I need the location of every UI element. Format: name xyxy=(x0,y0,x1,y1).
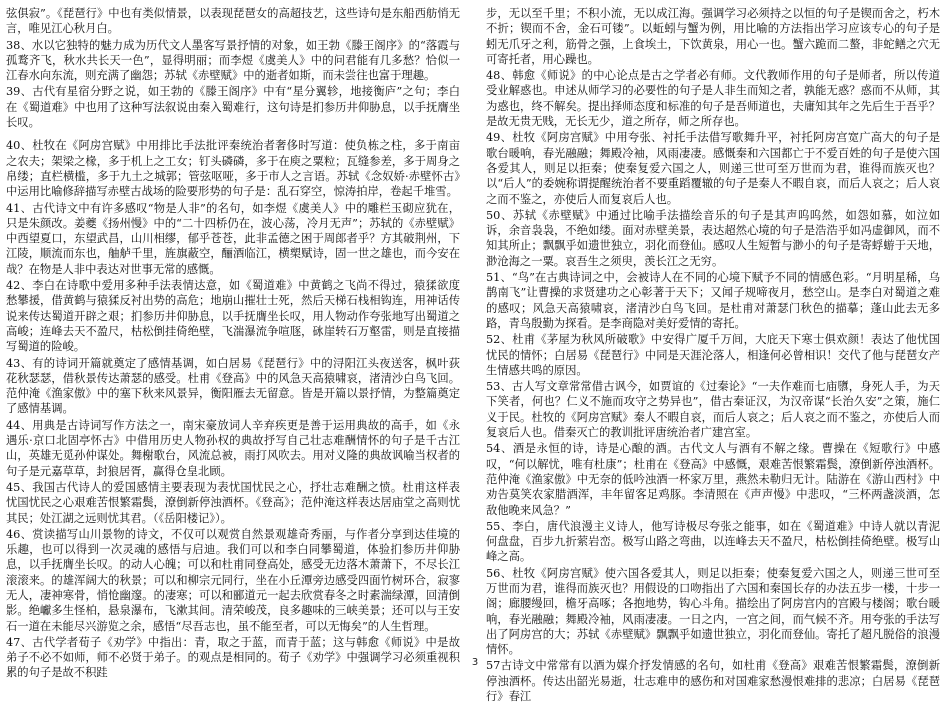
left-paragraph: 43、有的诗词开篇就奠定了感情基调，如白居易《琵琶行》中的浔阳江头夜送客，枫叶荻花秋瑟瑟，借秋景传达萧瑟的感受。杜甫《登高》中的风急天高猿啸哀，渚清沙白鸟飞回。范仲淹《渔家傲》中的塞下秋来风景异，衡阳雁去无留意。皆是开篇以景抒情，为整篇奠定了感情基调。 xyxy=(6,356,460,416)
right-paragraph: 56、杜牧《阿房宫赋》使六国各爱其人，则足以拒秦；使秦复爱六国之人，则递三世可至万世而为君，谁得而族灭也？用假设的口吻指出了六国和秦国长存的办法五步一楼，十步一阁；廊腰缦回，檐牙高啄；各抱地势，钩心斗角。描绘出了阿房宫内的宫殿与楼阁；歌台暖响，春光融融；舞殿冷袖，风雨凄凄。一日之内，一宫之间，而气候不齐。用夸张的手法写出了阿房宫的大；苏轼《赤壁赋》飘飘乎如遗世独立，羽化而登仙。寄托了超凡脱俗的浪漫情怀。 xyxy=(486,566,940,657)
left-paragraph: 47、古代学者荀子《劝学》中指出：青，取之于蓝，而青于蓝；这与韩愈《师说》中是故弟子不必不如师，师不必贤于弟子。的观点是相同的。荀子《劝学》中强调学习必须重视积累的句子是故不积跬 xyxy=(6,635,460,680)
right-paragraph: 步，无以至千里；不积小流，无以成江海。强调学习必须持之以恒的句子是锲而舍之，朽木不折；锲而不舍，金石可镂”。以蚯蚓与蟹为例，用比喻的方法指出学习应该专心的句子是蚓无爪牙之利，筋骨之强，上食埃土，下饮黄泉，用心一也。蟹六跪而二螯，非蛇鳝之穴无可寄托者，用心躁也。 xyxy=(486,7,940,66)
right-paragraph: 48、韩愈《师说》的中心论点是古之学者必有师。文代教师作用的句子是师者，所以传道受业解惑也。申述从师学习的必要性的句子是人非生而知之者，孰能无惑？惑而不从师，其为惑也，终不解矣。提出择师态度和标准的句子是吾师道也，夫庸知其年之先后生于吾乎？是故无贵无贱，无长无少，道之所存，师之所存也。 xyxy=(486,69,940,129)
left-paragraph: 弦俱寂”。《琵琶行》中也有类似情景，以表现琵琶女的高超技艺，这些诗句是东船西舫悄无言，唯见江心秋月白。 xyxy=(6,7,460,36)
right-paragraph: 53、古人写文章常常借古讽今，如贾谊的《过秦论》“一夫作难而七庙隳，身死人手，为天下笑者，何也？仁义不施而攻守之势异也”，借古秦证汉，为汉帝谋“长治久安”之策，施仁义于民。杜牧的《阿房宫赋》秦人不暇自哀，而后人哀之；后人哀之而不鉴之，亦使后人而复哀后人也。借秦灭亡的教训批评唐统治者广建宫室。 xyxy=(486,380,940,440)
left-paragraph: 40、杜牧在《阿房宫赋》中用排比手法批评秦统治者奢侈时写道：使负栋之柱，多于南亩之农夫；架梁之椽，多于机上之工女；钉头磷磷，多于在庾之粟粒；瓦缝参差，多于周身之帛缕；直栏横槛，多于九土之城郭；管弦呕哑，多于市人之言语。苏轼《念奴娇·赤壁怀古》中运用比喻修辞描写赤壁古战场的险要形势的句子是：乱石穿空，惊涛拍岸，卷起千堆雪。 xyxy=(6,139,460,199)
right-paragraph: 51、“鸟”在古典诗词之中，会被诗人在不同的心境下赋予不同的情感色彩。“月明星稀，乌鹊南飞”让曹操的求贤建功之心彰著于天下；又闻子规啼夜月，愁空山。是李白对蜀道之难的感叹；风急天高猿啸哀，渚清沙白鸟飞回。是杜甫对萧瑟门秋色的描摹；蓬山此去无多路，青鸟殷勤为探看。是李商隐对美好爱情的寄托。 xyxy=(486,271,940,330)
right-paragraph: 50、苏轼《赤壁赋》中通过比喻手法描绘音乐的句子是其声呜呜然，如怨如慕，如泣如诉，余音袅袅，不绝如缕。面对赤壁美景，表达超然心境的句子是浩浩乎如冯虚御风，而不知其所止；飘飘乎如遗世独立，羽化而登仙。感叹人生短暂与渺小的句子是寄蜉蝣于天地，渺沧海之一粟。哀吾生之须臾，羡长江之无穷。 xyxy=(486,208,940,268)
left-paragraph: 46、赏读描写山川景物的诗文，不仅可以观赏自然景观雄奇秀丽，与作者分享到达佳境的乐趣，也可以得到一次灵魂的感悟与启迪。我们可以和李白同攀蜀道，体验扪参历井仰胁息，以手抚膺坐长叹。的动人心魄；可以和杜甫同登高处，感受无边落木萧萧下，不尽长江滚滚来。的雄浑阔大的秋景；可以和柳宗元同行，坐在小丘潭旁边感受四面竹树环合，寂寥无人，凄神寒骨，悄怆幽邃。的凄寒；可以和郦道元一起去欣赏春冬之时素湍绿潭，回清倒影。绝巘多生怪柏，悬泉瀑布，飞漱其间。清荣峻茂，良多趣味的三峡美景；还可以与王安石一道在未能尽兴游览之余，感悟“尽吾志也，虽不能至者，可以无悔矣”的人生哲理。 xyxy=(6,527,460,633)
page-number: 3 xyxy=(471,657,479,668)
right-paragraph: 49、杜牧《阿房宫赋》中用夸张、衬托手法借写歌舞升平，衬托阿房宫宽广高大的句子是歌台暖响，春光融融；舞殿冷袖，风雨凄凄。感慨秦和六国都亡于不爱百姓的句子是使六国各爱其人，则足以拒秦；使秦复爱六国之人，则递三世可至万世而为君，谁得而族灭也？以“后人”的委婉称谓提醒统治者不要重蹈覆辙的句子是秦人不暇自哀，而后人哀之；后人哀之而不鉴之，亦使后人而复哀后人也。 xyxy=(486,131,940,206)
left-paragraph: 41、古代诗文中有许多感叹“物是人非”的名句，如李煜《虞美人》中的雕栏玉砌应犹在，只是朱颜改。姜夔《扬州慢》中的“二十四桥仍在，波心荡，冷月无声”；苏轼的《赤壁赋》中西望夏口，东望武昌，山川相缪，郁乎苍苍，此非孟德之困于周郎者乎？方其破荆州，下江陵，顺流而东也，舳舻千里，旌旗蔽空，酾酒临江，横槊赋诗，固一世之雄也，而今安在哉？在物是人非中表达对世事无常的感慨。 xyxy=(6,201,460,276)
right-paragraph: 57古诗文中常常有以酒为媒介抒发情感的名句，如杜甫《登高》艰难苦恨繁霜鬓，潦倒新停浊酒杯。传达出韶光易逝，壮志难申的感伤和对国难家愁漫恨难排的悲凉；白居易《琵琶行》春江 xyxy=(486,659,940,704)
left-paragraph: 39、古代有星宿分野之说，如王勃的《滕王阁序》中有“星分翼轸，地接衡庐”之句；李白在《蜀道难》中也用了这种写法叙说由秦入蜀难行，这句诗是扪参历井仰胁息，以手抚膺坐长叹。 xyxy=(6,85,460,130)
right-paragraph: 54、酒是永恒的诗，诗是心酿的酒。古代文人与酒有不解之缘。曹操在《短歌行》中感叹，“何以解忧，唯有杜康”；杜甫在《登高》中感慨，艰难苦恨繁霜鬓，潦倒新停浊酒杯。范仲淹《渔家傲》中无奈的低吟浊酒一杯家万里，燕然未勒归无计。陆游在《游山西村》中劝告莫笑农家腊酒浑，丰年留客足鸡豚。李清照在《声声慢》中悲叹，“三杯两盏淡酒，怎敌他晚来风急？” xyxy=(486,442,940,517)
right-text-column xyxy=(486,6,940,704)
left-text-column xyxy=(6,6,460,680)
right-paragraph: 55、李白，唐代浪漫主义诗人，他写诗极尽夸张之能事，如在《蜀道难》中诗人就以青泥何盘盘，百步九折萦岩峦。极写山路之弯曲，以连峰去天不盈尺，枯松倒挂倚绝壁。极写山峰之高。 xyxy=(486,519,940,564)
left-paragraph: 42、李白在诗歌中爱用多种手法表情达意，如《蜀道难》中黄鹤之飞尚不得过，猿猱欲度愁攀援，借黄鹤与猿猱反衬出势的高危；地崩山摧壮士死，然后天梯石栈相钩连，用神话传说来传达蜀道开辟之艰；扪参历井仰胁息，以手抚膺坐长叹，用人物动作夸张地写出蜀道之高峻；连峰去天不盈尺，枯松倒挂倚绝壁，飞湍瀑流争喧豗，砯崖转石万壑雷，则是直接描写蜀道的险峻。 xyxy=(6,279,460,354)
right-paragraph: 52、杜甫《茅屋为秋风所破歌》中安得广厦千万间，大庇天下寒士俱欢颜！表达了他忧国忧民的情怀；白居易《琵琶行》中同是天涯沦落人，相逢何必曾相识！交代了他与琵琶女产生情感共鸣的原因。 xyxy=(486,333,940,377)
left-paragraph: 38、水以它独特的魅力成为历代文人墨客写景抒情的对象，如王勃《滕王阁序》的“落霞与孤鹜齐飞，秋水共长天一色”，显得明丽；而李煜《虞美人》中的问君能有几多愁？恰似一江春水向东流，则充满了幽怨；苏轼《赤壁赋》中的逝者如斯，而未尝往也富于理趣。 xyxy=(6,38,460,83)
left-paragraph xyxy=(6,131,460,137)
left-paragraph: 44、用典是古诗词写作方法之一，南宋豪放词人辛弃疾更是善于运用典故的高手，如《永遇乐·京口北固亭怀古》中借用历史人物孙权的典故抒写自己壮志难酬情怀的句子是千古江山，英雄无觅孙仲谋处。舞榭歌台，风流总被，雨打风吹去。用对义隆的典故讽喻当权者的句子是元嘉草草，封狼居胥，赢得仓皇北顾。 xyxy=(6,418,460,478)
left-paragraph: 45、我国古代诗人的爱国感情主要表现为表忧国忧民之心，抒壮志难酬之愤。杜甫这样表忧国忧民之心艰难苦恨繁霜鬓，潦倒新停浊酒杯。《登高》；范仲淹这样表达居庙堂之高则忧其民；处江湖之远则忧其君。（《岳阳楼记》）。 xyxy=(6,480,460,525)
